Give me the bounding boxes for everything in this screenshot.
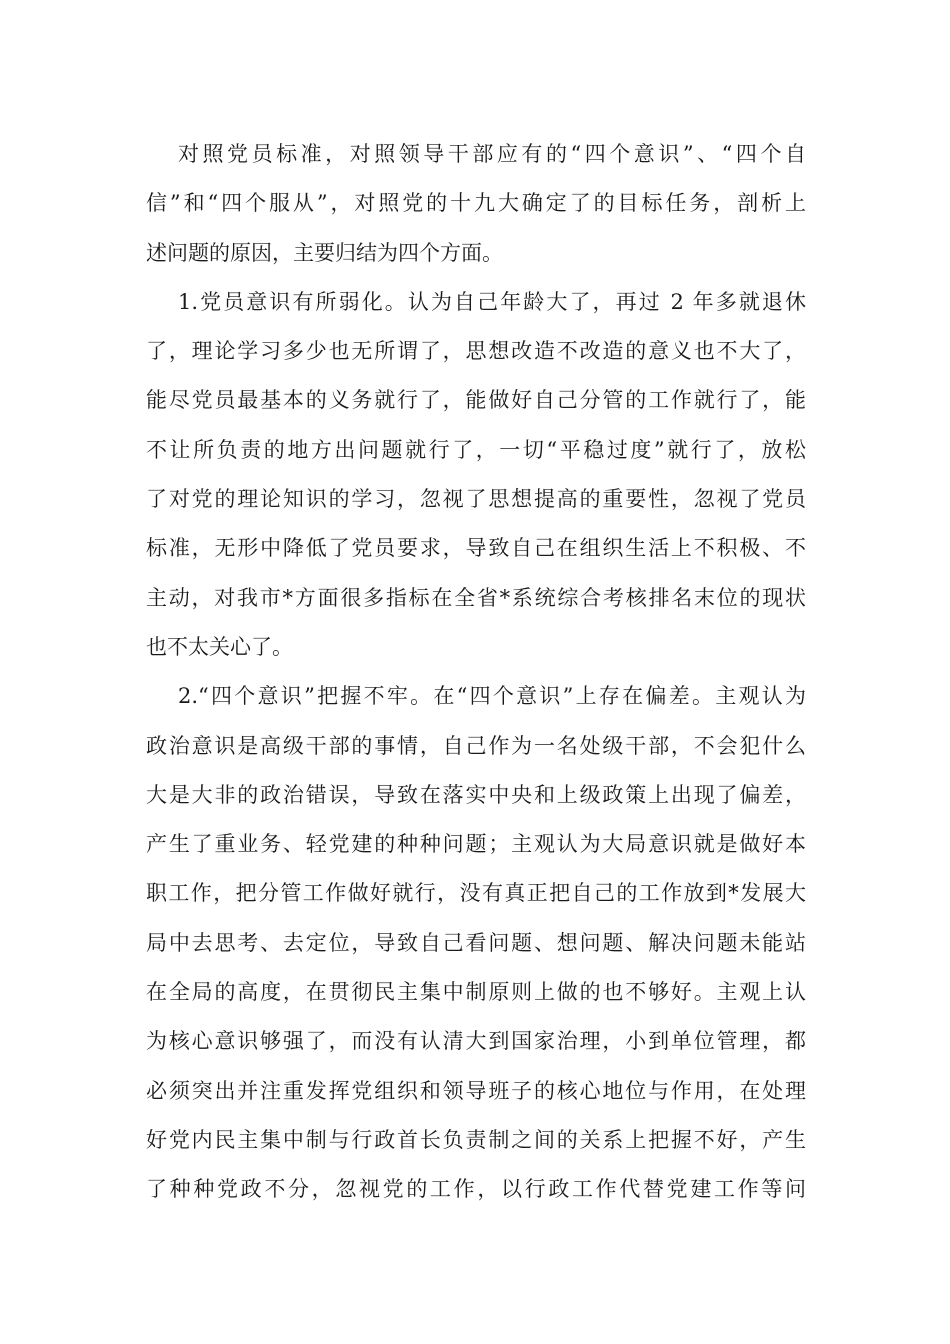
text-line: 不让所负责的地方出问题就行了，一切“平稳过度”就行了，放松 bbox=[146, 437, 806, 462]
text-line: 信”和“四个服从”，对照党的十九大确定了的目标任务，剖析上 bbox=[146, 191, 806, 216]
text-line: 政治意识是高级干部的事情，自己作为一名处级干部，不会犯什么 bbox=[146, 733, 806, 758]
text-line: 1.党员意识有所弱化。认为自己年龄大了，再过 2 年多就退休 bbox=[178, 289, 806, 314]
text-line: 标准，无形中降低了党员要求，导致自己在组织生活上不积极、不 bbox=[146, 536, 806, 561]
text-line: 必须突出并注重发挥党组织和领导班子的核心地位与作用，在处理 bbox=[146, 1078, 806, 1103]
document-body bbox=[146, 130, 806, 1215]
text-line: 职工作，把分管工作做好就行，没有真正把自己的工作放到*发展大 bbox=[146, 881, 806, 906]
text-line: 在全局的高度，在贯彻民主集中制原则上做的也不够好。主观上认 bbox=[146, 980, 806, 1005]
text-line: 了，理论学习多少也无所谓了，思想改造不改造的意义也不大了， bbox=[146, 339, 806, 364]
text-line: 了对党的理论知识的学习，忽视了思想提高的重要性，忽视了党员 bbox=[146, 487, 806, 512]
text-line: 述问题的原因，主要归结为四个方面。 bbox=[146, 240, 503, 265]
text-line: 为核心意识够强了，而没有认清大到国家治理，小到单位管理，都 bbox=[146, 1029, 806, 1054]
text-line: 也不太关心了。 bbox=[146, 634, 293, 659]
text-line: 了种种党政不分，忽视党的工作，以行政工作代替党建工作等问 bbox=[146, 1177, 806, 1202]
text-line: 2.“四个意识”把握不牢。在“四个意识”上存在偏差。主观认为 bbox=[178, 684, 806, 709]
paragraph-reasons-intro bbox=[146, 130, 806, 278]
paragraph-point-1 bbox=[146, 278, 806, 672]
text-line: 局中去思考、去定位，导致自己看问题、想问题、解决问题未能站 bbox=[146, 930, 806, 955]
text-line: 能尽党员最基本的义务就行了，能做好自己分管的工作就行了，能 bbox=[146, 388, 806, 413]
text-line: 产生了重业务、轻党建的种种问题；主观认为大局意识就是做好本 bbox=[146, 832, 806, 857]
text-line: 主动，对我市*方面很多指标在全省*系统综合考核排名末位的现状 bbox=[146, 585, 806, 610]
text-line: 对照党员标准，对照领导干部应有的“四个意识”、“四个自 bbox=[178, 142, 806, 166]
text-line: 大是大非的政治错误，导致在落实中央和上级政策上出现了偏差， bbox=[146, 782, 806, 807]
text-line: 好党内民主集中制与行政首长负责制之间的关系上把握不好，产生 bbox=[146, 1127, 806, 1152]
paragraph-point-2 bbox=[146, 672, 806, 1214]
